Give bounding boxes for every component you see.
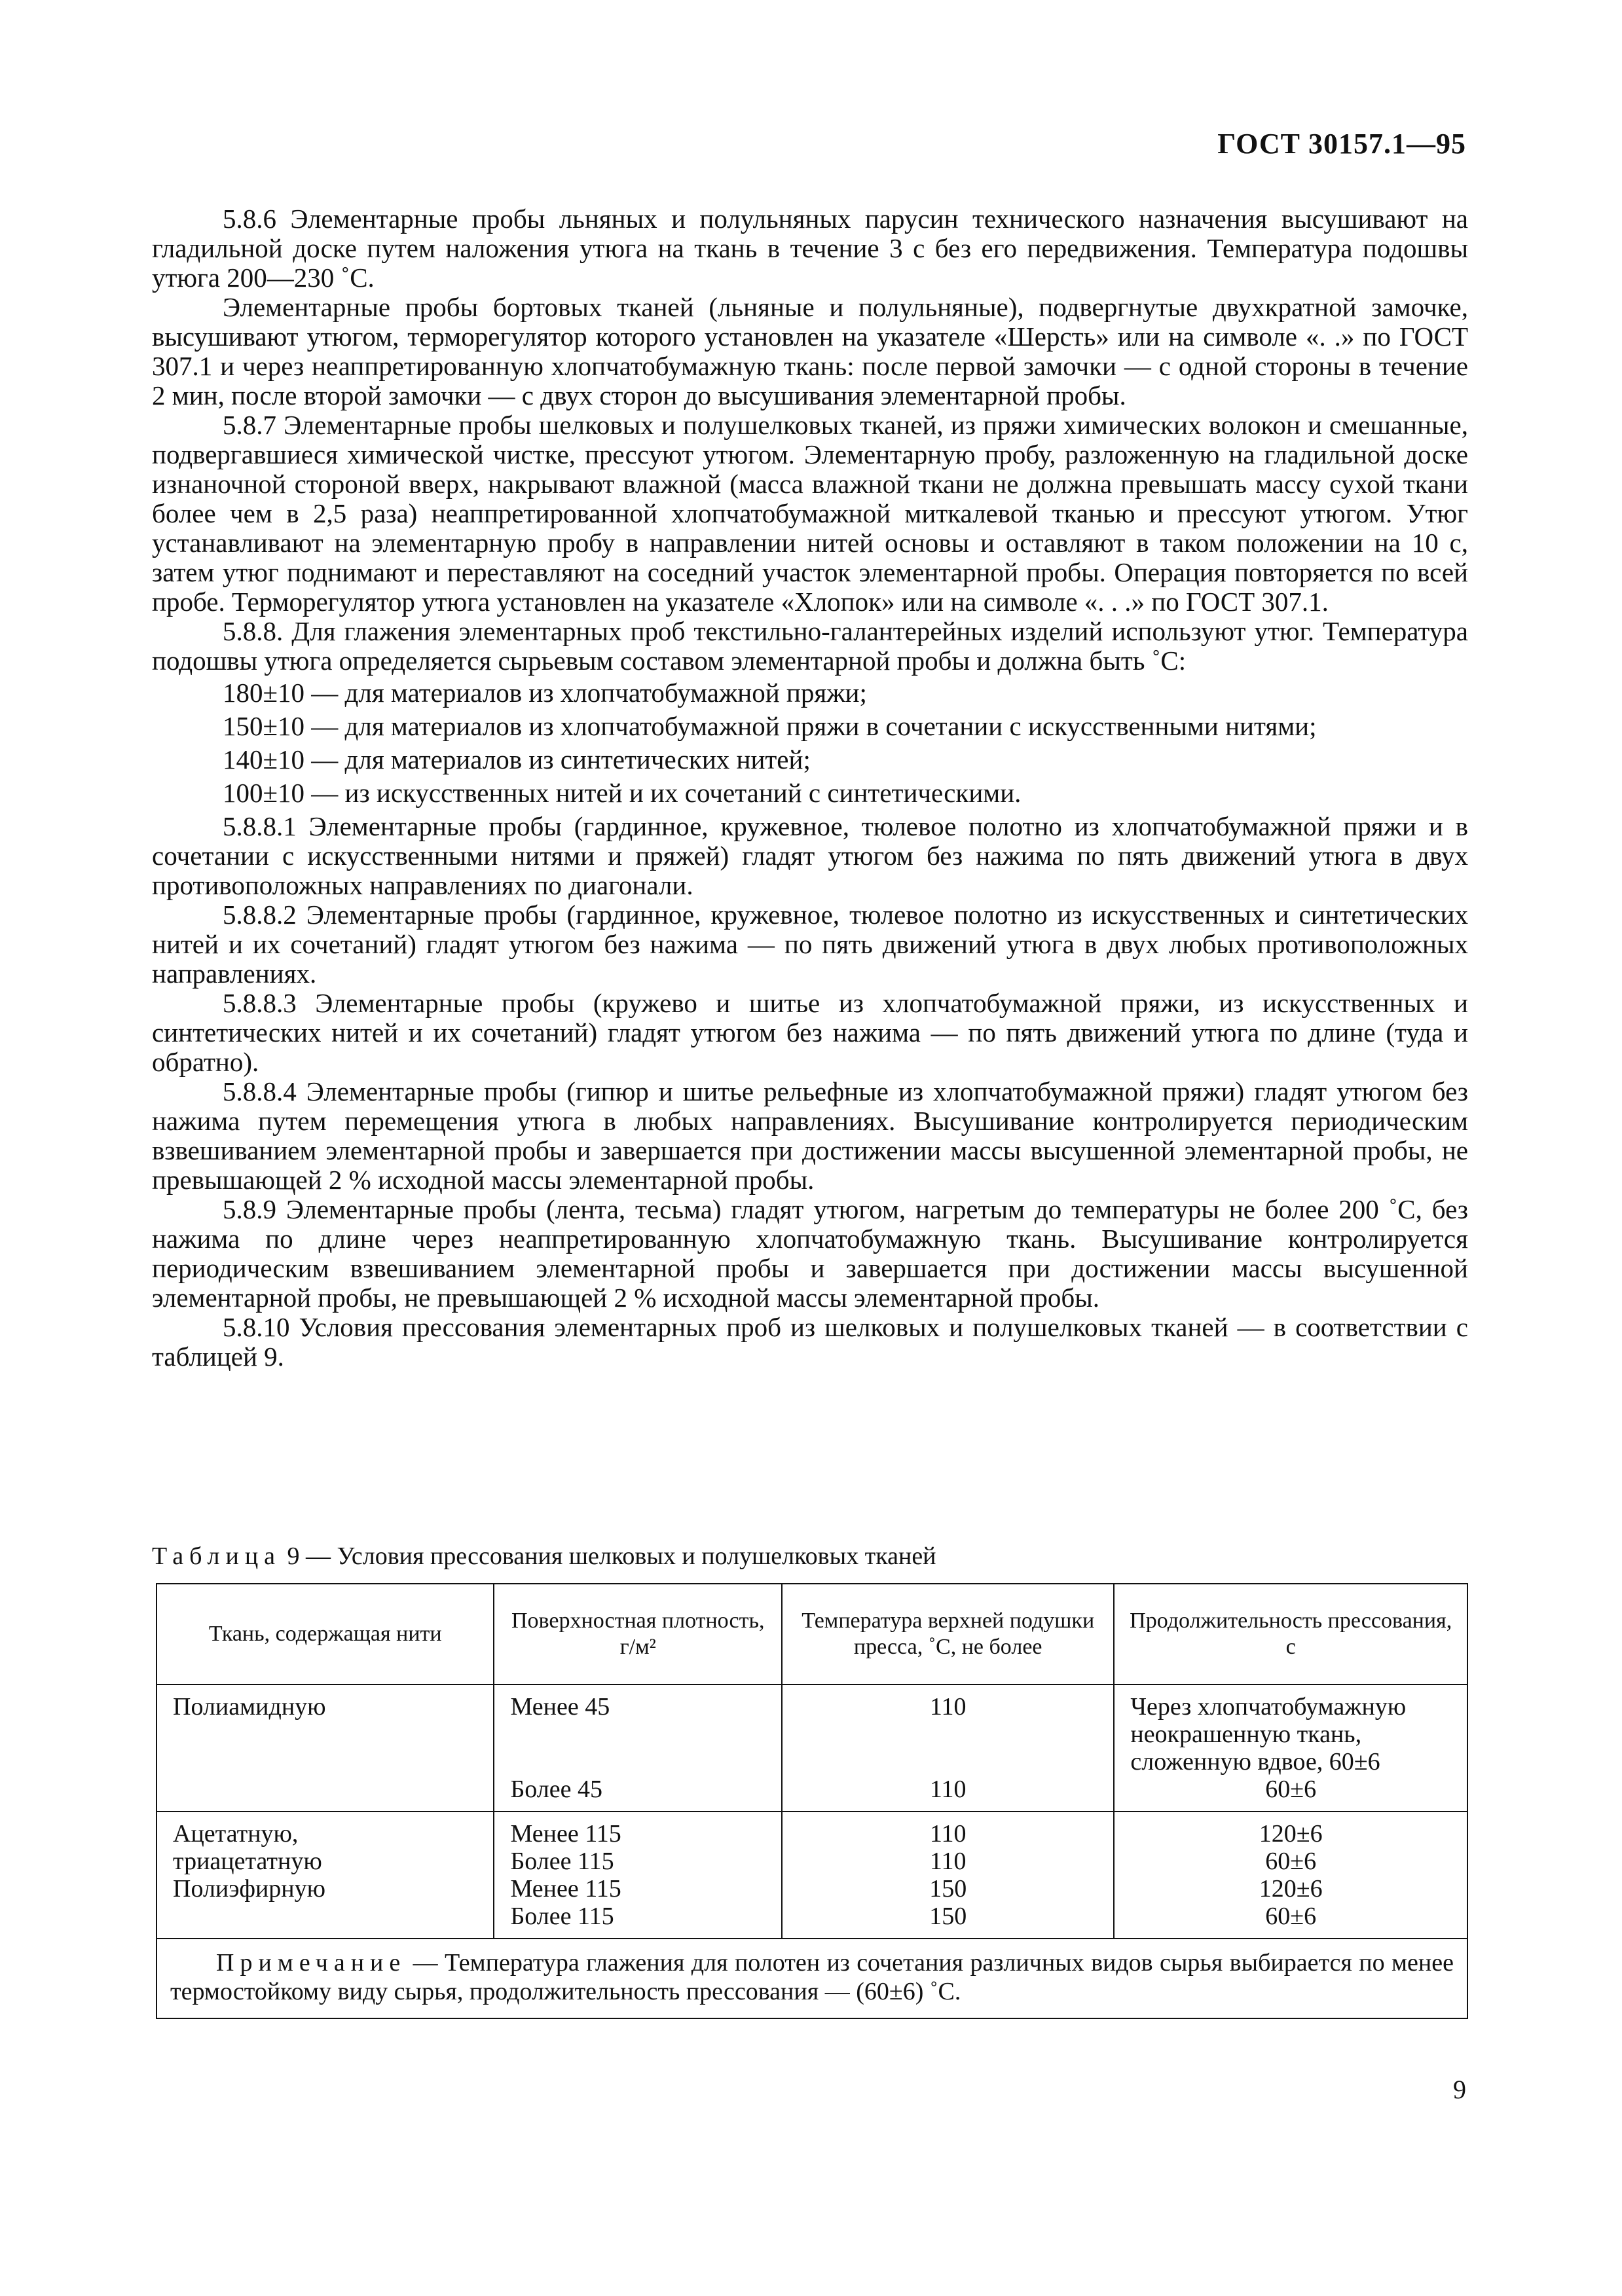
- header-fabric: Ткань, содержащая нити: [157, 1584, 494, 1685]
- density-value: Менее 45: [510, 1693, 610, 1721]
- temperature-value: 110: [929, 1820, 967, 1848]
- duration-value: Через хлопчатобумажную неокрашенную ткань, сложенную вдвое, 60±6: [1130, 1693, 1407, 1776]
- body-text: [152, 204, 1468, 1372]
- table-9: [156, 1583, 1468, 2019]
- paragraph: 5.8.8.3 Элементарные пробы (кружево и шитье из хлопчатобумажной пряжи, из искусственных и синтетических нитей и их сочетаний) гладят утюгом без нажима — по пять движений утюга по длине (туда и обратно).: [152, 988, 1468, 1077]
- note-label: Примечание: [216, 1949, 407, 1977]
- cell-duration: [1114, 1685, 1467, 1812]
- paragraph: 5.8.8. Для глажения элементарных проб текстильно-галантерейных изделий используют утюг. Температура подошвы утюга определяется сырьевым составом элементарной пробы и должна быть ˚С:: [152, 616, 1468, 676]
- fabric-name: Ацетатную,: [173, 1820, 299, 1848]
- table-note: [157, 1939, 1467, 2018]
- temperature-value: 110: [929, 1693, 967, 1721]
- duration-value: 60±6: [1265, 1903, 1317, 1930]
- density-value: Более 115: [510, 1848, 614, 1875]
- cell-temperature: [782, 1685, 1114, 1812]
- density-value: Более 115: [510, 1903, 614, 1930]
- duration-value: 60±6: [1265, 1848, 1317, 1875]
- temperature-value: 110: [929, 1848, 967, 1875]
- fabric-name: Полиамидную: [173, 1693, 326, 1721]
- cell-fabric: [157, 1685, 494, 1812]
- cell-duration: [1114, 1812, 1467, 1939]
- header-temperature: Температура верхней подушки пресса, ˚С, не более: [782, 1584, 1114, 1685]
- table-row-acetate: [157, 1812, 1467, 1939]
- table-caption: [152, 1542, 936, 1571]
- density-value: Более 45: [510, 1776, 602, 1803]
- table-caption-label: Таблица: [152, 1542, 282, 1570]
- temperature-item: 150±10 — для материалов из хлопчатобумажной пряжи в сочетании с искусственными нитями;: [223, 711, 1317, 741]
- fabric-name: триацетатную: [173, 1848, 322, 1875]
- duration-value: 120±6: [1259, 1820, 1323, 1848]
- duration-value: 120±6: [1259, 1875, 1323, 1903]
- paragraph: Элементарные пробы бортовых тканей (льняные и полульняные), подвергнутые двухкратной замочке, высушивают утюгом, терморегулятор которого установлен на указателе «Шерсть» или на символе «. .» по ГОСТ 307.1 и через неаппретированную хлопчатобумажную ткань: после первой замочки — с одной стороны в течение 2 мин, после второй замочки — с двух сторон до высушивания элементарной пробы.: [152, 292, 1468, 410]
- temperature-item: 180±10 — для материалов из хлопчатобумажной пряжи;: [223, 678, 867, 708]
- paragraph: 5.8.10 Условия прессования элементарных проб из шелковых и полушелковых тканей — в соответствии с таблицей 9.: [152, 1312, 1468, 1372]
- header-duration: Продолжительность прессования, с: [1114, 1584, 1467, 1685]
- note-text: — Температура глажения для полотен из сочетания различных видов сырья выбирается по менее термостойкому виду сырья, продолжительность прессования — (60±6) ˚С.: [170, 1949, 1454, 2005]
- paragraph: 5.8.7 Элементарные пробы шелковых и полушелковых тканей, из пряжи химических волокон и смешанные, подвергавшиеся химической чистке, прессуют утюгом. Элементарную пробу, разложенную на гладильной доске изнаночной стороной вверх, накрывают влажной (масса влажной ткани не должна превышать массу сухой ткани более чем в 2,5 раза) неаппретированной хлопчатобумажной миткалевой тканью и прессуют утюгом. Утюг устанавливают на элементарную пробу в направлении нитей основы и оставляют в таком положении на 10 с, затем утюг поднимают и переставляют на соседний участок элементарной пробы. Операция повторяется по всей пробе. Терморегулятор утюга установлен на указателе «Хлопок» или на символе «. . .» по ГОСТ 307.1.: [152, 410, 1468, 617]
- header-density: Поверхностная плотность, г/м²: [494, 1584, 782, 1685]
- paragraph: 5.8.8.1 Элементарные пробы (гардинное, кружевное, тюлевое полотно из хлопчатобумажной пряжи и в сочетании с искусственными нитями и пряжей) гладят утюгом без нажима по пять движений утюга в двух противоположных направлениях по диагонали.: [152, 811, 1468, 900]
- temperature-item: 140±10 — для материалов из синтетических нитей;: [223, 744, 811, 774]
- temperature-item: 100±10 — из искусственных нитей и их сочетаний с синтетическими.: [223, 778, 1022, 808]
- cell-fabric: [157, 1812, 494, 1939]
- temperature-value: 150: [929, 1875, 967, 1903]
- cell-temperature: [782, 1812, 1114, 1939]
- page-number: 9: [1453, 2075, 1466, 2104]
- paragraph: 5.8.6 Элементарные пробы льняных и полульняных парусин технического назначения высушивают на гладильной доске путем наложения утюга на ткань в течение 3 с без его передвижения. Температура подошвы утюга 200—230 ˚С.: [152, 204, 1468, 293]
- table-note-row: [157, 1939, 1467, 2018]
- table-row-polyamide: [157, 1685, 1467, 1812]
- temperature-value: 110: [929, 1776, 967, 1803]
- paragraph: 5.8.8.2 Элементарные пробы (гардинное, кружевное, тюлевое полотно из искусственных и синтетических нитей и их сочетаний) гладят утюгом без нажима — по пять движений утюга в двух любых противоположных направлениях.: [152, 900, 1468, 989]
- paragraph: 5.8.8.4 Элементарные пробы (гипюр и шитье рельефные из хлопчатобумажной пряжи) гладят утюгом без нажима путем перемещения утюга в любых направлениях. Высушивание контролируется периодическим взвешиванием элементарной пробы и завершается при достижении массы высушенной элементарной пробы, не превышающей 2 % исходной массы элементарной пробы.: [152, 1076, 1468, 1195]
- cell-density: [494, 1685, 782, 1812]
- density-value: Менее 115: [510, 1875, 621, 1903]
- paragraph: 5.8.9 Элементарные пробы (лента, тесьма) гладят утюгом, нагретым до температуры не более 200 ˚С, без нажима по длине через неаппретированную хлопчатобумажную ткань. Высушивание контролируется периодическим взвешиванием элементарной пробы и завершается при достижении массы высушенной элементарной пробы, не превышающей 2 % исходной массы элементарной пробы.: [152, 1194, 1468, 1313]
- table-caption-title: 9 — Условия прессования шелковых и полушелковых тканей: [281, 1542, 936, 1570]
- density-value: Менее 115: [510, 1820, 621, 1848]
- temperature-value: 150: [929, 1903, 967, 1930]
- table-header-row: [157, 1584, 1467, 1685]
- document-header: ГОСТ 30157.1—95: [1217, 128, 1466, 160]
- fabric-name: Полиэфирную: [173, 1875, 326, 1903]
- duration-value: 60±6: [1265, 1776, 1317, 1803]
- cell-density: [494, 1812, 782, 1939]
